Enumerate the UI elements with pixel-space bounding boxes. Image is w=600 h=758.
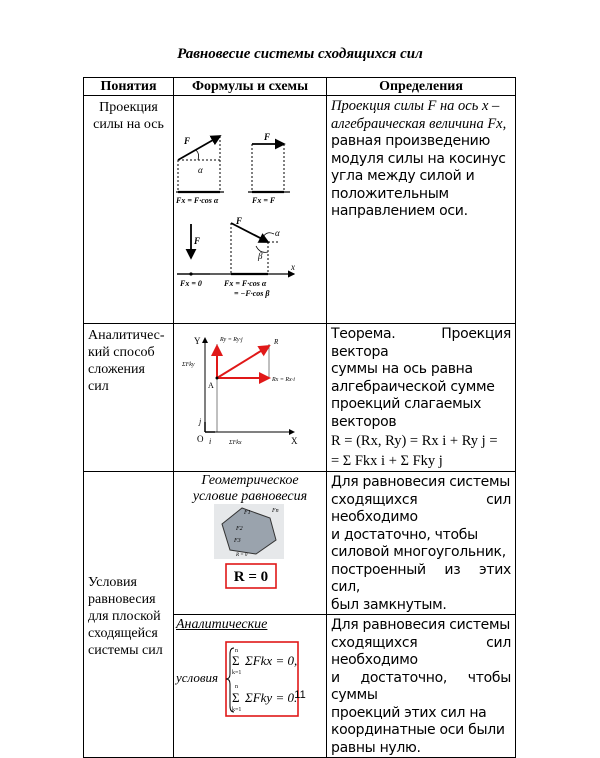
sum-symbol-1: Σ xyxy=(232,653,240,668)
label-point-a: A xyxy=(208,381,214,390)
label-beta-4: β xyxy=(258,251,263,261)
table-row-analytic xyxy=(84,324,516,472)
label-r: R xyxy=(274,338,279,346)
header-concepts: Понятия xyxy=(84,78,174,96)
concept-projection-text: Проекция силы на ось xyxy=(93,100,164,132)
concept-analytic-line-4: сил xyxy=(88,379,109,394)
header-definitions: Определения xyxy=(327,78,516,96)
def-alg-line-2: сходящихся сил необходимо xyxy=(331,634,511,668)
figure-projection-cell xyxy=(174,96,327,324)
eq-fx-cos: Fx = F·cos α xyxy=(176,196,219,205)
eq-sum-fky: ΣFky = 0. xyxy=(245,690,298,705)
sum-top-2: n xyxy=(235,684,238,690)
def-line-2: алгебраическая величина Fx, xyxy=(331,115,507,132)
def-line-1: Проекция силы F на ось x – xyxy=(331,98,500,114)
def-geo-line-2: сходящихся сил необходимо xyxy=(331,491,511,525)
eq-fx-cos-alpha: Fx = F·cos α xyxy=(224,279,267,288)
def-alg-line-5: координатные оси были xyxy=(331,722,505,738)
def-line-5: угла между силой и xyxy=(331,168,475,184)
header-formulas: Формулы и схемы xyxy=(174,78,327,96)
sum-bottom-2: k=1 xyxy=(232,707,242,713)
label-f-1: F xyxy=(184,136,191,146)
geometric-title-line-2: условие равновесия xyxy=(192,489,308,504)
label-alpha-4: α xyxy=(275,228,280,238)
eq-fx-cos-beta: = −F·cos β xyxy=(234,289,270,298)
label-sum-x: ΣFkx xyxy=(229,440,242,446)
algebraic-conditions xyxy=(174,632,327,720)
label-fn: Fn xyxy=(272,508,279,514)
eq-fx-zero: Fx = 0 xyxy=(180,279,202,288)
label-x-axis: x xyxy=(291,262,295,272)
definition-algebraic xyxy=(327,615,516,758)
figure-geometric-cell xyxy=(174,472,327,615)
point-a xyxy=(216,377,219,380)
def-geo-line-3: и достаточно, чтобы xyxy=(331,526,478,543)
formula-r-line-1: R = (Rx, Ry) = Rx i + Ry j = xyxy=(331,433,498,449)
figure-analytic-cell xyxy=(174,324,327,472)
label-f-4: F xyxy=(236,216,243,226)
def-analytic-line-2: суммы на ось равна xyxy=(331,361,473,377)
label-origin: O xyxy=(197,434,204,444)
table-row-geometric xyxy=(84,472,516,615)
def-line-4: модуля силы на косинус xyxy=(331,150,506,167)
angle-arc-1 xyxy=(196,150,199,160)
sum-top-1: n xyxy=(235,648,238,654)
label-r-zero-small: R = 0 xyxy=(236,553,248,558)
label-ry: Ry = Ry·j xyxy=(220,337,243,343)
def-geo-line-4: силовой многоугольник, xyxy=(331,544,506,560)
def-alg-line-3: и достаточно, чтобы суммы xyxy=(331,669,511,703)
concept-eq-line-4: сходящейся xyxy=(88,625,158,641)
def-geo-line-5: построенный из этих сил, xyxy=(331,561,511,595)
concept-projection xyxy=(84,96,174,324)
concept-analytic-line-2: кий способ xyxy=(88,345,155,360)
formula-r-line-2: = Σ Fkx i + Σ Fky j xyxy=(331,453,443,469)
label-f1: F1 xyxy=(244,510,251,516)
algebraic-title: Аналитические xyxy=(176,617,268,632)
definition-analytic xyxy=(327,324,516,472)
label-f-3: F xyxy=(194,236,201,246)
analytic-diagram xyxy=(174,324,327,457)
def-analytic-line-5: векторов xyxy=(331,413,397,430)
def-analytic-line-3: алгебраической сумме xyxy=(331,378,495,395)
def-analytic-line-1 xyxy=(331,326,511,361)
def-line-7: направлением оси. xyxy=(331,203,468,219)
label-f2: F2 xyxy=(236,526,243,532)
concept-equilibrium xyxy=(84,472,174,758)
sum-symbol-2: Σ xyxy=(232,690,240,705)
concept-eq-line-1: Условия xyxy=(88,574,137,590)
def-line-3: равная произведению xyxy=(331,133,490,149)
label-f-2: F xyxy=(264,132,271,142)
definition-geometric xyxy=(327,472,516,615)
page-number: 11 xyxy=(294,689,306,701)
concept-analytic-line-3: сложения xyxy=(88,362,145,377)
concept-eq-line-2: равновесия xyxy=(88,591,156,607)
concept-eq-line-3: для плоской xyxy=(88,608,161,624)
def-geo-line-6: был замкнутым. xyxy=(331,596,447,613)
algebraic-title-line-2: условия xyxy=(176,670,219,685)
concept-analytic xyxy=(84,324,174,472)
force-polygon-diagram xyxy=(174,504,327,593)
sum-bottom-1: k=1 xyxy=(232,670,242,676)
def-analytic-theorem: Теорема. Проекция вектора xyxy=(331,326,511,360)
label-rx: Rx = Rx·i xyxy=(272,377,295,383)
concept-eq-line-5: системы сил xyxy=(88,642,163,658)
table-row-projection xyxy=(84,96,516,324)
projection-diagram xyxy=(174,96,327,318)
label-sum-y: ΣFky xyxy=(182,362,195,368)
page-title: Равновесие системы сходящихся сил xyxy=(177,46,423,62)
label-x-axis-analytic: X xyxy=(291,436,298,446)
def-alg-line-4: проекций этих сил на xyxy=(331,704,487,721)
geometric-formula: R = 0 xyxy=(233,569,269,585)
def-analytic-line-4: проекций слагаемых xyxy=(331,396,482,412)
label-i: i xyxy=(209,437,212,446)
def-alg-line-1: Для равновесия системы xyxy=(331,617,511,633)
label-alpha-1: α xyxy=(198,165,203,175)
eq-sum-fkx: ΣFkx = 0, xyxy=(245,653,298,668)
table-header-row xyxy=(84,78,516,96)
label-j: j xyxy=(199,417,202,426)
concept-analytic-line-1: Аналитичес- xyxy=(88,328,165,343)
geometric-title-line-1: Геометрическое xyxy=(201,473,299,488)
eq-fx-f: Fx = F xyxy=(252,196,276,205)
equilibrium-table xyxy=(83,77,516,758)
def-line-6: положительным xyxy=(331,185,449,202)
vector-r xyxy=(217,346,269,378)
def-alg-line-6: равны нулю. xyxy=(331,739,421,756)
label-f3: F3 xyxy=(234,538,241,544)
definition-projection xyxy=(327,96,516,324)
figure-algebraic-cell xyxy=(174,615,327,758)
label-y-axis: Y xyxy=(194,336,201,346)
def-geo-line-1: Для равновесия системы xyxy=(331,474,511,490)
angle-arc-alpha-4 xyxy=(262,233,274,239)
